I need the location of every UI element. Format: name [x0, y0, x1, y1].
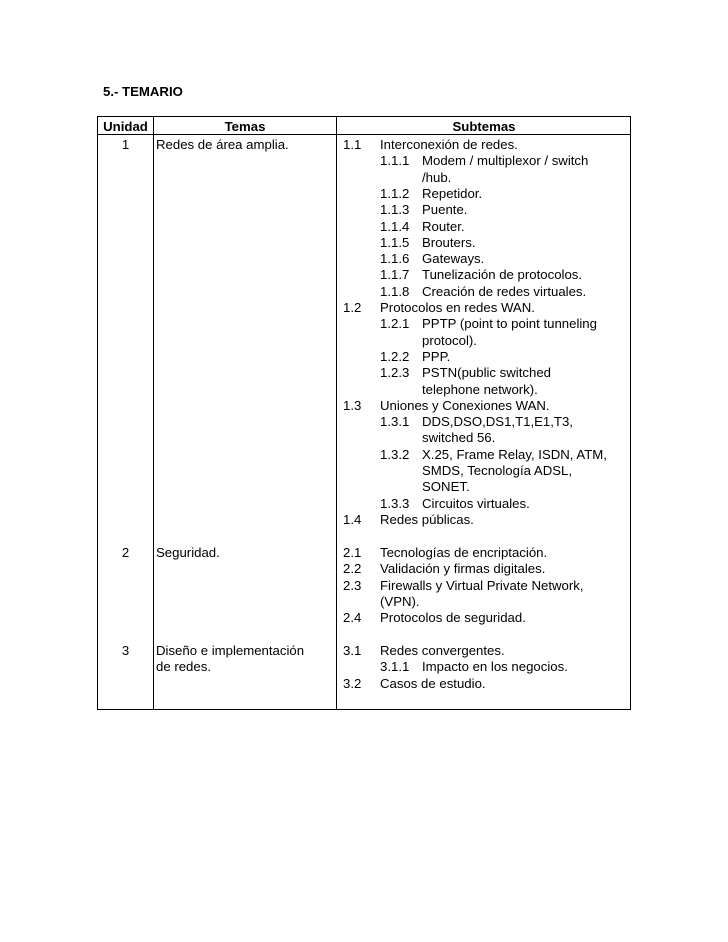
subtema-text: Circuitos virtuales. — [422, 495, 530, 511]
subtema-number: 1.3.1 — [380, 414, 410, 430]
column-divider — [153, 117, 154, 709]
unit-number: 2 — [121, 545, 130, 560]
subtema-text: Tunelización de protocolos. — [422, 267, 583, 283]
subtema-number: 1.2.2 — [380, 348, 410, 364]
subtema-text: SONET. — [422, 479, 470, 495]
subtema-number: 2.1 — [343, 545, 362, 560]
subtema-number: 1.2.3 — [380, 365, 410, 381]
subtema-text: telephone network). — [422, 381, 538, 397]
subtema-number: 3.1.1 — [380, 659, 410, 675]
tema-text: Redes de área amplia. — [156, 137, 289, 152]
subtema-text: Redes públicas. — [380, 511, 474, 527]
subtema-number: 1.1.4 — [380, 218, 410, 234]
unit-number: 3 — [121, 643, 130, 658]
subtema-number: 1.2.1 — [380, 316, 410, 332]
subtema-number: 1.1.6 — [380, 251, 410, 267]
subtema-text: SMDS, Tecnología ADSL, — [422, 463, 573, 478]
tema-text: de redes. — [156, 659, 211, 675]
subtema-number: 2.4 — [343, 610, 362, 626]
subtema-number: 1.3 — [343, 397, 362, 413]
subtema-text: Redes convergentes. — [380, 643, 505, 658]
subtema-number: 1.1.3 — [380, 202, 410, 218]
subtema-text: Impacto en los negocios. — [422, 659, 568, 675]
section-title: 5.- TEMARIO — [103, 84, 183, 99]
subtema-text: (VPN). — [380, 593, 420, 609]
subtema-number: 1.1.5 — [380, 234, 410, 250]
subtema-number: 1.3.2 — [380, 446, 410, 462]
header-subtemas: Subtemas — [452, 119, 516, 134]
subtema-text: Gateways. — [422, 251, 485, 267]
subtema-text: Validación y firmas digitales. — [380, 561, 546, 577]
unit-number: 1 — [121, 137, 130, 152]
subtema-number: 1.1.7 — [380, 267, 410, 283]
subtema-text: PPP. — [422, 348, 451, 364]
subtema-text: PSTN(public switched — [422, 365, 551, 381]
subtema-number: 1.3.3 — [380, 495, 410, 511]
subtema-text: Brouters. — [422, 234, 476, 250]
subtema-number: 1.2 — [343, 300, 362, 315]
subtema-text: PPTP (point to point tunneling — [422, 316, 597, 332]
subtema-text: DDS,DSO,DS1,T1,E1,T3, — [422, 414, 573, 430]
header-unidad: Unidad — [103, 119, 148, 134]
header-divider — [98, 134, 630, 135]
subtema-text: Firewalls y Virtual Private Network, — [380, 577, 584, 593]
tema-text: Seguridad. — [156, 545, 220, 560]
subtema-text: Casos de estudio. — [380, 675, 486, 691]
subtema-text: Puente. — [422, 202, 468, 218]
subtema-number: 1.1 — [343, 137, 362, 152]
subtema-text: Interconexión de redes. — [380, 137, 518, 152]
subtema-text: Creación de redes virtuales. — [422, 283, 587, 299]
subtema-text: /hub. — [422, 169, 452, 185]
subtema-text: protocol). — [422, 332, 477, 348]
subtema-number: 3.1 — [343, 643, 362, 658]
subtema-number: 3.2 — [343, 675, 362, 691]
subtema-text: Tecnologías de encriptación. — [380, 545, 548, 560]
subtema-number: 1.1.2 — [380, 185, 410, 201]
subtema-text: Protocolos en redes WAN. — [380, 300, 535, 315]
subtema-text: switched 56. — [422, 430, 496, 446]
subtema-text: Uniones y Conexiones WAN. — [380, 397, 550, 413]
subtema-number: 1.1.8 — [380, 283, 410, 299]
column-divider — [336, 117, 337, 709]
temario-table — [97, 116, 631, 710]
subtema-text: X.25, Frame Relay, ISDN, ATM, — [422, 446, 607, 462]
subtema-text: Modem / multiplexor / switch — [422, 153, 589, 169]
subtema-number: 2.2 — [343, 561, 362, 577]
tema-text: Diseño e implementación — [156, 643, 305, 658]
subtema-text: Protocolos de seguridad. — [380, 610, 526, 626]
header-temas: Temas — [224, 119, 266, 134]
subtema-text: Repetidor. — [422, 185, 483, 201]
subtema-number: 1.4 — [343, 511, 362, 527]
subtema-number: 2.3 — [343, 577, 362, 593]
subtema-number: 1.1.1 — [380, 153, 410, 169]
subtema-text: Router. — [422, 218, 465, 234]
